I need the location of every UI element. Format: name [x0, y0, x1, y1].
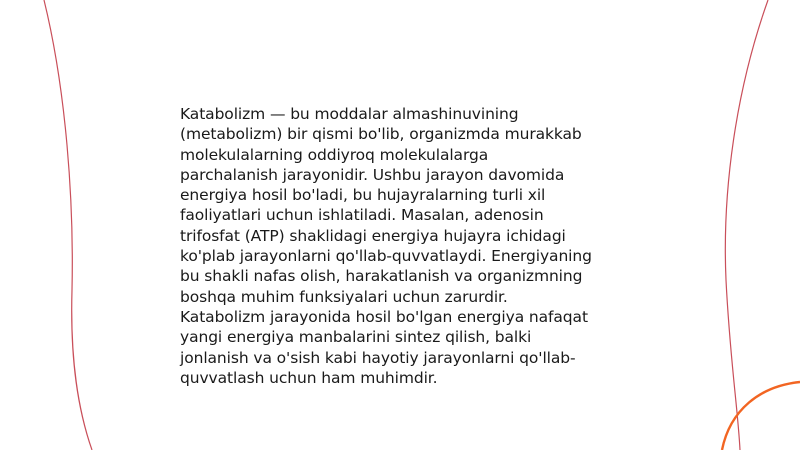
body-line: boshqa muhim funksiyalari uchun zarurdir. — [180, 287, 508, 306]
body-line: energiya hosil bo'ladi, bu hujayralarning turli xil — [180, 186, 546, 205]
body-line: parchalanish jarayonidir. Ushbu jarayon davomida — [180, 165, 565, 184]
body-paragraph — [180, 104, 630, 388]
body-line: quvvatlash uchun ham muhimdir. — [180, 368, 438, 387]
body-line: bu shakli nafas olish, harakatlanish va organizmning — [180, 267, 583, 286]
body-line: trifosfat (ATP) shaklidagi energiya hujayra ichidagi — [180, 226, 566, 245]
body-line: jonlanish va o'sish kabi hayotiy jarayonlarni qo'llab- — [180, 348, 576, 367]
body-line: yangi energiya manbalarini sintez qilish, balki — [180, 328, 532, 347]
right-decorative-curve — [725, 0, 768, 450]
body-line: molekulalarning oddiyroq molekulalarga — [180, 145, 489, 164]
body-line: ko'plab jarayonlarni qo'llab-quvvatlaydi. Energiyaning — [180, 247, 592, 266]
body-line: (metabolizm) bir qismi bo'lib, organizmda murakkab — [180, 125, 582, 144]
left-decorative-curve — [44, 0, 92, 450]
body-line: Katabolizm — bu moddalar almashinuvining — [180, 105, 519, 123]
body-line: faoliyatlari uchun ishlatiladi. Masalan, adenosin — [180, 206, 544, 225]
body-line: Katabolizm jarayonida hosil bo'lgan energiya nafaqat — [180, 307, 588, 326]
orange-decorative-arc — [722, 382, 800, 450]
